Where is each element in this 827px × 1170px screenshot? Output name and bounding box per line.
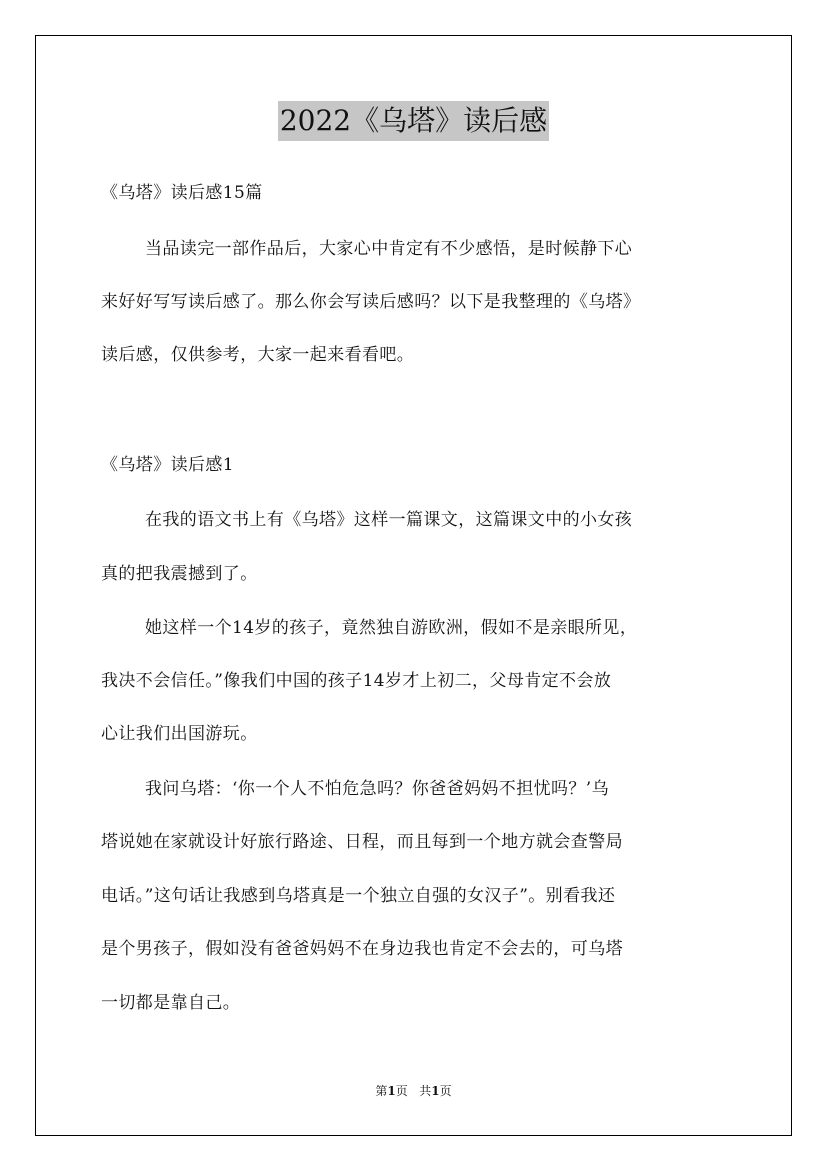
paragraph-line: 是个男孩子，假如没有爸爸妈妈不在身边我也肯定不会去的，可乌塔 (101, 939, 623, 959)
total-pages: 1 (431, 1084, 440, 1098)
paragraph-line: 一切都是靠自己。 (101, 993, 241, 1013)
document-subtitle: 《乌塔》读后感15篇 (101, 183, 263, 203)
page-footer (0, 1083, 827, 1099)
paragraph-line: 她这样一个14岁的孩子，竟然独自游欧洲，假如不是亲眼所见， (145, 618, 638, 638)
total-prefix: 共 (419, 1084, 432, 1098)
total-suffix: 页 (439, 1084, 452, 1098)
paragraph-line: 电话。”这句话让我感到乌塔真是一个独立自强的女汉子”。别看我还 (101, 886, 616, 906)
page-suffix: 页 (395, 1084, 408, 1098)
paragraph-line: 在我的语文书上有《乌塔》这样一篇课文，这篇课文中的小女孩 (145, 510, 633, 530)
paragraph-line: 心让我们出国游玩。 (101, 724, 258, 744)
page-number: 1 (387, 1084, 396, 1098)
document-title: 2022《乌塔》读后感 (278, 101, 549, 141)
intro-line-1: 当品读完一部作品后，大家心中肯定有不少感悟，是时候静下心 (145, 239, 633, 259)
section-heading: 《乌塔》读后感1 (101, 455, 235, 475)
page-prefix: 第 (375, 1084, 388, 1098)
intro-line-3: 读后感，仅供参考，大家一起来看看吧。 (101, 345, 415, 365)
paragraph-line: 真的把我震撼到了。 (101, 564, 258, 584)
paragraph-line: 我问乌塔：‘你一个人不怕危急吗？你爸爸妈妈不担忧吗？’乌 (145, 779, 610, 799)
intro-line-2: 来好好写写读后感了。那么你会写读后感吗？以下是我整理的《乌塔》 (101, 292, 641, 312)
title-container (0, 101, 827, 141)
paragraph-line: 塔说她在家就设计好旅行路途、日程，而且每到一个地方就会查警局 (101, 832, 623, 852)
paragraph-line: 我决不会信任。”像我们中国的孩子14岁才上初二，父母肯定不会放 (101, 671, 612, 691)
